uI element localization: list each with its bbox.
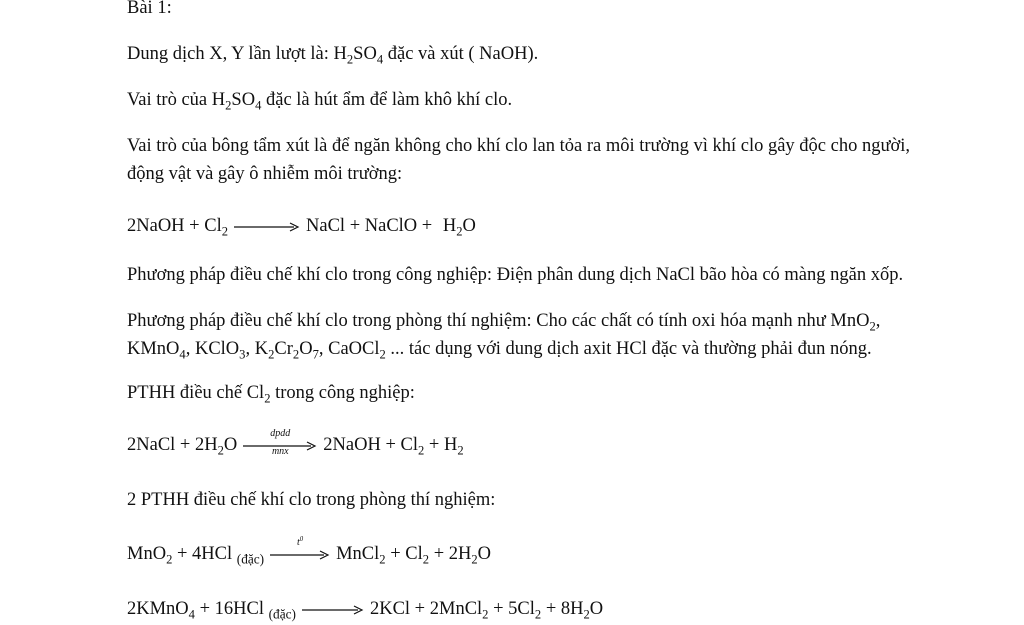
equation-product: H [442,216,457,236]
text: , [875,311,881,331]
text: + [417,216,437,236]
text: PTHH điều chế Cl [127,383,265,403]
equation-products: MnCl [336,544,380,564]
subscript: 2 [166,552,173,567]
text: + 16HCl [194,599,269,619]
text: KMnO [127,339,180,359]
text: đặc và xút ( NaOH). [383,44,539,64]
reaction-condition: mnx [271,445,289,457]
text: + H [424,435,458,455]
subscript: 4 [188,607,195,622]
equation-products: 2KCl + 2MnCl [369,599,483,619]
state-label: (đặc) [268,606,296,622]
paragraph-solutions-xy [127,43,538,65]
subscript: 2 [292,347,300,362]
subscript: 4 [179,347,186,362]
equation-product: NaCl + [306,216,365,236]
paragraph-lab-method-line1 [127,310,880,332]
text: O [223,435,238,455]
text: , KClO [185,339,240,359]
text: O [589,599,604,619]
subscript: 2 [422,552,430,567]
subscript: 2 [457,443,464,458]
subscript: 7 [312,347,319,362]
equation-kmno4-hcl [127,598,603,621]
text: Cr [274,339,293,359]
equation-mno2-hcl [127,535,492,567]
subscript: 3 [239,347,246,362]
paragraph-role-cotton-line2: động vật và gây ô nhiễm môi trường: [127,164,403,184]
text: trong công nghiệp: [270,383,415,403]
text: , CaOCl [318,339,380,359]
paragraph-lab-equations-heading: 2 PTHH điều chế khí clo trong phòng thí nghiệm: [127,490,496,510]
subscript: 2 [221,224,229,239]
subscript: 2 [418,443,425,458]
text: đặc là hút ẩm để làm khô khí clo. [261,90,513,110]
reaction-arrow-icon [270,535,330,566]
state-label: (đặc) [236,551,265,567]
equation-reactants: 2NaCl + 2H [127,435,218,455]
paragraph-industrial-method: Phương pháp điều chế khí clo trong công nghiệp: Điện phân dung dịch NaCl bão hòa có màng ngăn xốp. [127,265,904,285]
subscript: 2 [264,391,271,406]
text: + 5Cl [488,599,535,619]
equation-electrolysis [127,427,464,458]
exercise-title: Bài 1: [127,0,172,18]
reaction-arrow-icon [302,599,364,621]
subscript: 2 [346,52,354,67]
subscript: 2 [534,607,542,622]
text: Dung dịch X, Y lần lượt là: H [127,44,347,64]
paragraph-role-cotton-line1: Vai trò của bông tẩm xút là để ngăn không cho khí clo lan tỏa ra môi trường vì khí clo gây độc cho người, [127,136,911,156]
paragraph-lab-method-line2 [127,338,872,360]
text: SO [231,90,256,110]
text: , K [245,339,269,359]
reaction-arrow-icon [243,427,317,457]
text: + 4HCl [172,544,237,564]
equation-products: 2NaOH + Cl [323,435,418,455]
paragraph-industrial-equation-heading [127,382,415,404]
text: + Cl [385,544,423,564]
subscript: 2 [583,607,590,622]
text: t [297,536,300,548]
subscript: 4 [376,52,384,67]
equation-naoh-cl2 [127,215,476,238]
text: O [462,216,476,236]
subscript: 2 [379,347,386,362]
equation-product: NaClO [364,216,418,236]
reaction-condition: dpdd [270,427,291,439]
equation-reactants: 2KMnO [127,599,189,619]
subscript: 2 [471,552,478,567]
subscript: 2 [268,347,275,362]
subscript: 4 [255,98,262,113]
subscript: 2 [482,607,489,622]
equation-reactants: 2NaOH + Cl [127,216,222,236]
text: + 2H [429,544,472,564]
paragraph-role-h2so4 [127,89,512,111]
subscript: 2 [225,98,232,113]
text: O [299,339,313,359]
text: Phương pháp điều chế khí clo trong phòng thí nghiệm: Cho các chất có tính oxi hóa mạnh như MnO [127,311,870,331]
subscript: 2 [456,224,463,239]
subscript: 2 [379,552,386,567]
text: SO [353,44,377,64]
subscript: 2 [869,319,876,334]
subscript: 2 [217,443,224,458]
text: Vai trò của H [127,90,226,110]
text: ... tác dụng với dung dịch axit HCl đặc và thường phải đun nóng. [385,339,872,359]
text: + 8H [541,599,584,619]
superscript: 0 [299,535,304,543]
equation-reactants: MnO [127,544,167,564]
text: O [477,544,492,564]
reaction-arrow-icon [234,216,300,238]
